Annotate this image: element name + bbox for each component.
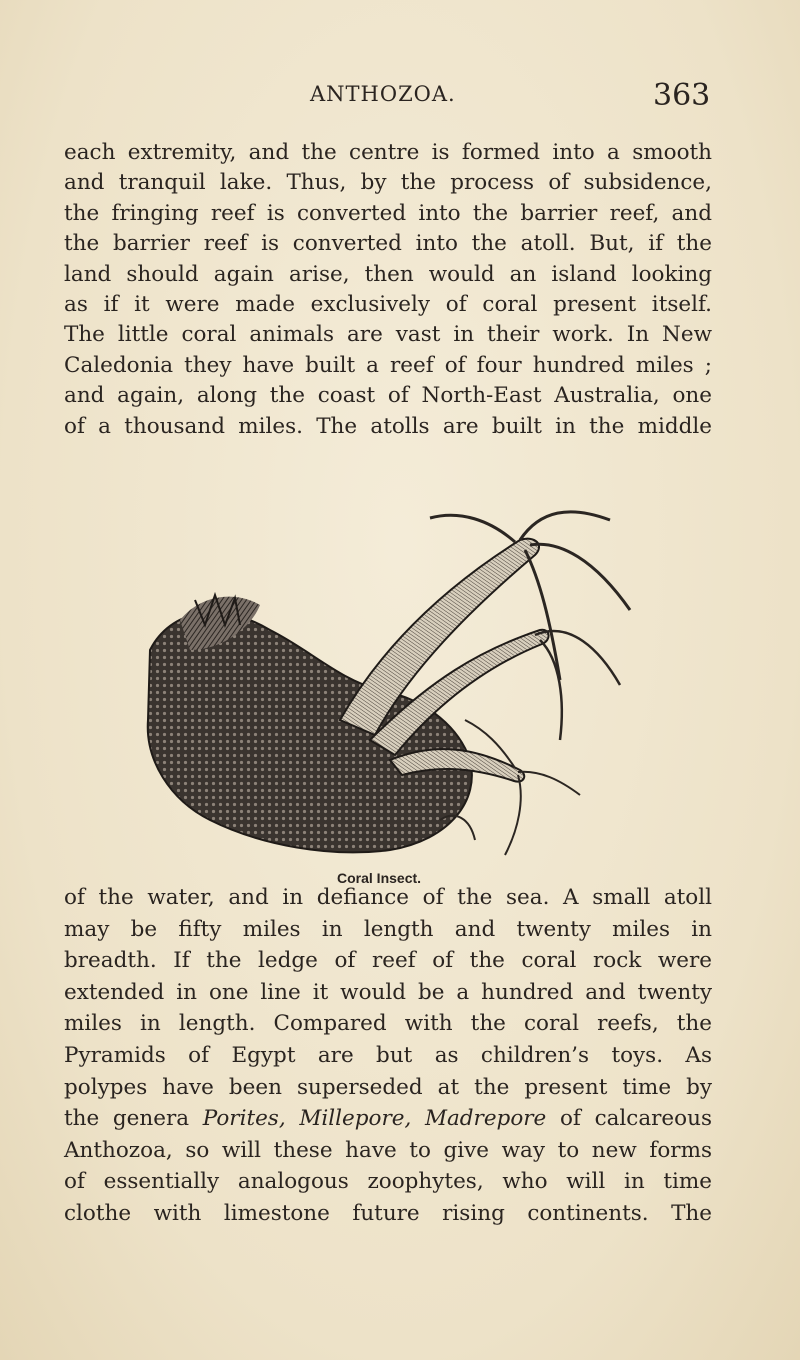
- text-line: of the water, and in defiance of the sea. A small atoll: [64, 885, 712, 910]
- text-segment: the genera: [64, 1106, 203, 1132]
- text-line: Pyramids of Egypt are but as children’s toys. As: [64, 1042, 712, 1068]
- top-paragraph: [64, 138, 712, 442]
- page-number: 363: [653, 78, 711, 113]
- text-segment: of calcareous: [546, 1106, 712, 1132]
- text-line: the fringing reef is converted into the barrier reef, and: [64, 200, 712, 226]
- text-line: miles in length. Compared with the coral reefs, the: [64, 1011, 712, 1037]
- text-line: The little coral animals are vast in their work. In New: [64, 322, 712, 348]
- text-line: extended in one line it would be a hundred and twenty: [64, 979, 712, 1005]
- text-line: each extremity, and the centre is formed into a smooth: [64, 140, 712, 165]
- text-line: polypes have been superseded at the present time by: [64, 1074, 712, 1100]
- text-line: Caledonia they have built a reef of four hundred miles ;: [64, 352, 712, 378]
- text-line: land should again arise, then would an island looking: [64, 261, 712, 287]
- text-line: breadth. If the ledge of reef of the coral rock were: [64, 948, 712, 974]
- text-line: may be fifty miles in length and twenty miles in: [64, 916, 712, 942]
- genera-names: Porites, Millepore, Madrepore: [202, 1106, 547, 1132]
- bottom-paragraph: [64, 882, 712, 1230]
- text-line: of essentially analogous zoophytes, who will in time: [64, 1169, 712, 1195]
- text-line: clothe with limestone future rising continents. The: [64, 1200, 712, 1226]
- running-head: ANTHOZOA.: [310, 82, 456, 106]
- text-line: the barrier reef is converted into the atoll. But, if the: [64, 231, 712, 257]
- text-line: [64, 1103, 712, 1135]
- text-line: as if it were made exclusively of coral present itself.: [64, 292, 712, 318]
- figure-caption: Coral Insect.: [337, 870, 422, 886]
- text-line: and again, along the coast of North-East Australia, one: [64, 383, 712, 409]
- text-line: and tranquil lake. Thus, by the process of subsidence,: [64, 170, 712, 196]
- text-line: of a thousand miles. The atolls are built in the middle: [64, 413, 712, 439]
- coral-insect-illustration: [140, 500, 650, 860]
- text-line: Anthozoa, so will these have to give way to new forms: [64, 1137, 712, 1163]
